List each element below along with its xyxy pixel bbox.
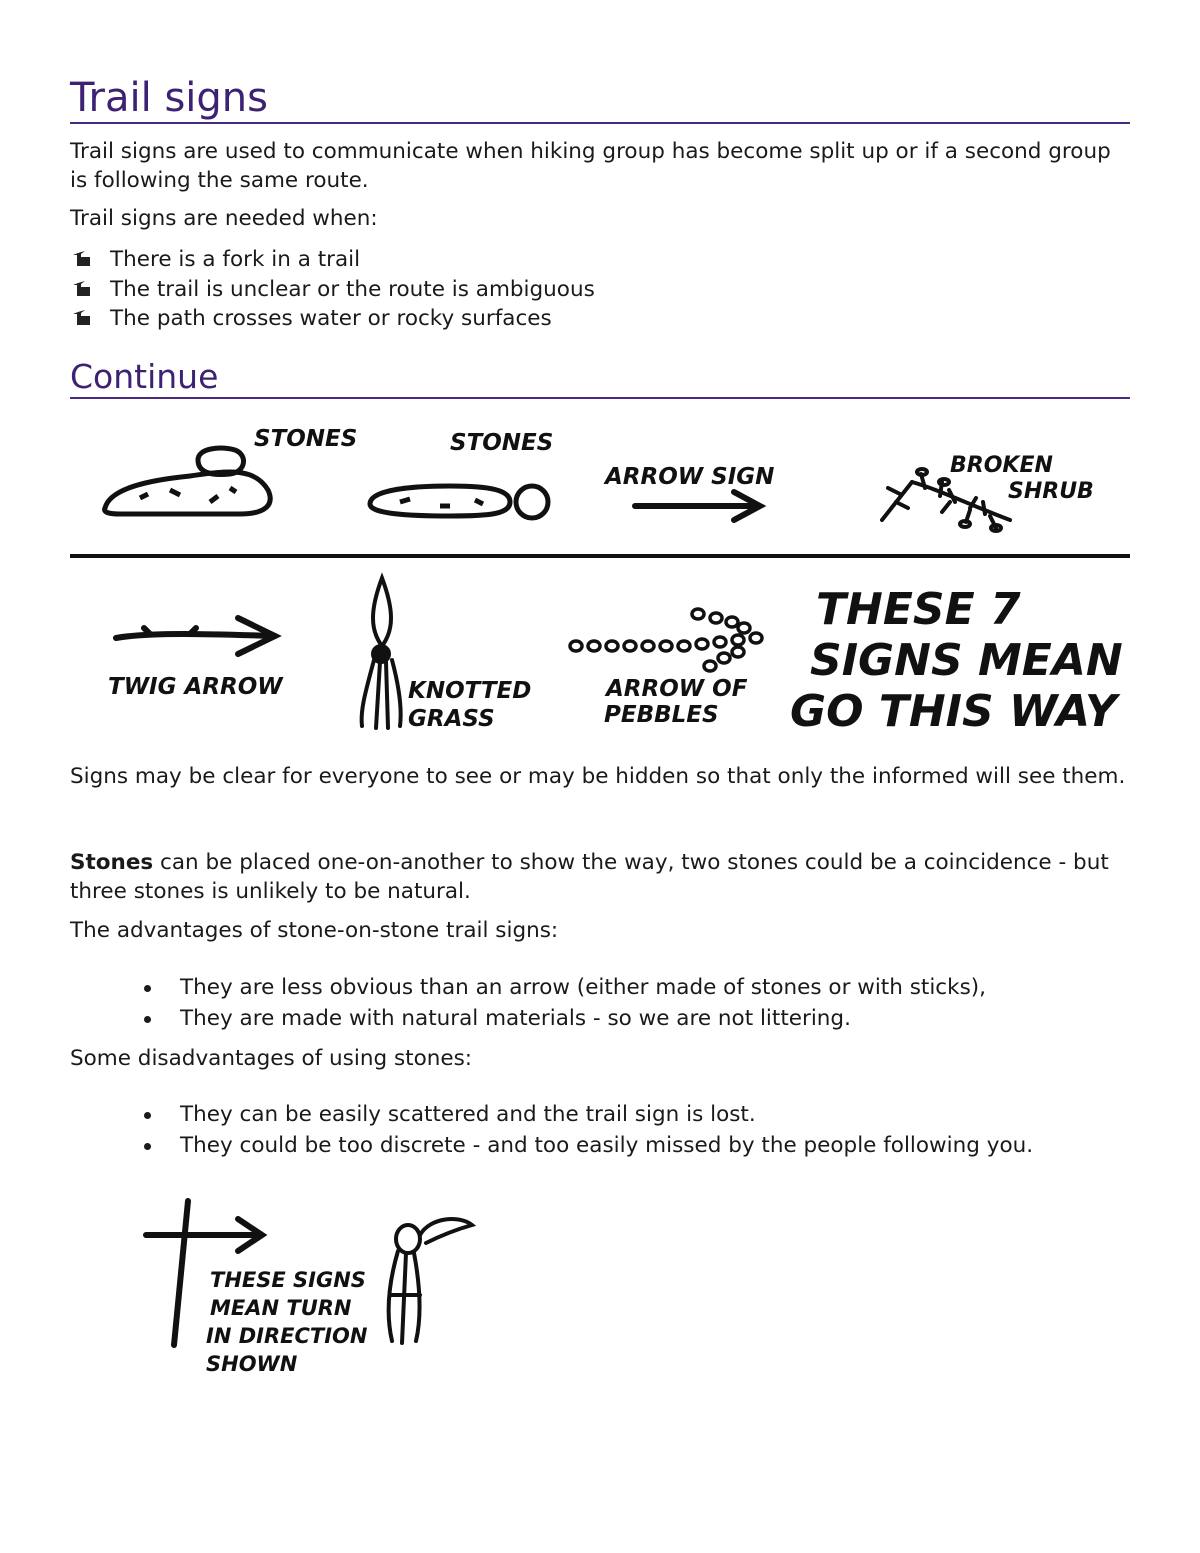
turn-line-3: IN DIRECTION [206, 1324, 368, 1348]
list-item-label: There is a fork in a trail [110, 247, 361, 272]
meaning-line-3: GO THIS WAY [790, 686, 1117, 737]
broken-shrub-label-1: BROKEN [950, 453, 1053, 478]
continue-heading: Continue [70, 357, 219, 396]
list-item [70, 304, 595, 334]
stones-paragraph [70, 849, 1130, 906]
pebbles-arrow-icon [570, 609, 762, 671]
bullet-icon [144, 985, 151, 992]
bullet-icon [144, 1143, 151, 1150]
stones-text: can be placed one-on-another to show the way, two stones could be a coincidence - but three stones is unlikely to be natural. [70, 850, 1109, 904]
continue-rule [70, 397, 1130, 399]
bullet-icon [144, 1112, 151, 1119]
advantages-list [140, 972, 986, 1034]
checkmark-bullet-icon [72, 310, 92, 326]
needed-list [70, 245, 595, 334]
list-item-label: They can be easily scattered and the trail sign is lost. [180, 1102, 756, 1127]
arrow-sign-icon [635, 492, 760, 520]
turn-line-4: SHOWN [206, 1352, 298, 1376]
continue-signs-figure [70, 410, 1130, 740]
broken-shrub-icon [882, 469, 1010, 531]
intro-paragraph: Trail signs are used to communicate when hiking group has become split up or if a second group is following the same route. [70, 139, 1111, 193]
checkmark-bullet-icon [72, 251, 92, 267]
visibility-paragraph: Signs may be clear for everyone to see or may be hidden so that only the informed will see them. [70, 764, 1126, 789]
turn-line-2: MEAN TURN [210, 1296, 352, 1320]
pebbles-label-1: ARROW OF [606, 676, 748, 702]
list-item [140, 972, 986, 1003]
knotted-grass-turn-icon [389, 1219, 472, 1343]
knotted-grass-label-2: GRASS [408, 706, 495, 732]
stones-label-1: STONES [254, 426, 358, 452]
meaning-line-2: SIGNS MEAN [810, 635, 1123, 686]
advantages-intro: The advantages of stone-on-stone trail signs: [70, 918, 559, 943]
checkmark-bullet-icon [72, 281, 92, 297]
twig-arrow-icon [116, 618, 275, 654]
stones-pile-icon [105, 448, 271, 514]
page-title: Trail signs [70, 75, 268, 121]
stones-label-2: STONES [450, 430, 554, 456]
list-item-label: The path crosses water or rocky surfaces [110, 306, 552, 331]
broken-shrub-label-2: SHRUB [1008, 479, 1094, 504]
stones-bold: Stones [70, 850, 154, 875]
figure-divider [70, 554, 1130, 558]
title-rule [70, 122, 1130, 124]
list-item [70, 275, 595, 305]
turn-signs-figure [130, 1195, 490, 1385]
meaning-line-1: THESE 7 [816, 584, 1021, 635]
list-item-label: The trail is unclear or the route is ambiguous [110, 276, 595, 302]
disadvantages-list [140, 1099, 1033, 1161]
turn-line-1: THESE SIGNS [210, 1268, 366, 1292]
stones-row-icon [370, 486, 548, 518]
knotted-grass-icon [362, 578, 401, 728]
list-item [140, 1099, 1033, 1130]
bullet-icon [144, 1016, 151, 1023]
needed-intro: Trail signs are needed when: [70, 206, 378, 231]
arrow-sign-label: ARROW SIGN [605, 464, 775, 490]
list-item-label: They could be too discrete - and too easily missed by the people following you. [180, 1133, 1034, 1158]
list-item-label: They are made with natural materials - so we are not littering. [180, 1006, 851, 1031]
disadvantages-intro: Some disadvantages of using stones: [70, 1046, 473, 1071]
knotted-grass-label-1: KNOTTED [408, 678, 532, 704]
list-item [70, 245, 595, 275]
list-item [140, 1130, 1033, 1161]
twig-arrow-label: TWIG ARROW [108, 674, 283, 700]
list-item [140, 1003, 986, 1034]
list-item-label: They are less obvious than an arrow (either made of stones or with sticks), [180, 975, 986, 1000]
pebbles-label-2: PEBBLES [604, 702, 719, 728]
